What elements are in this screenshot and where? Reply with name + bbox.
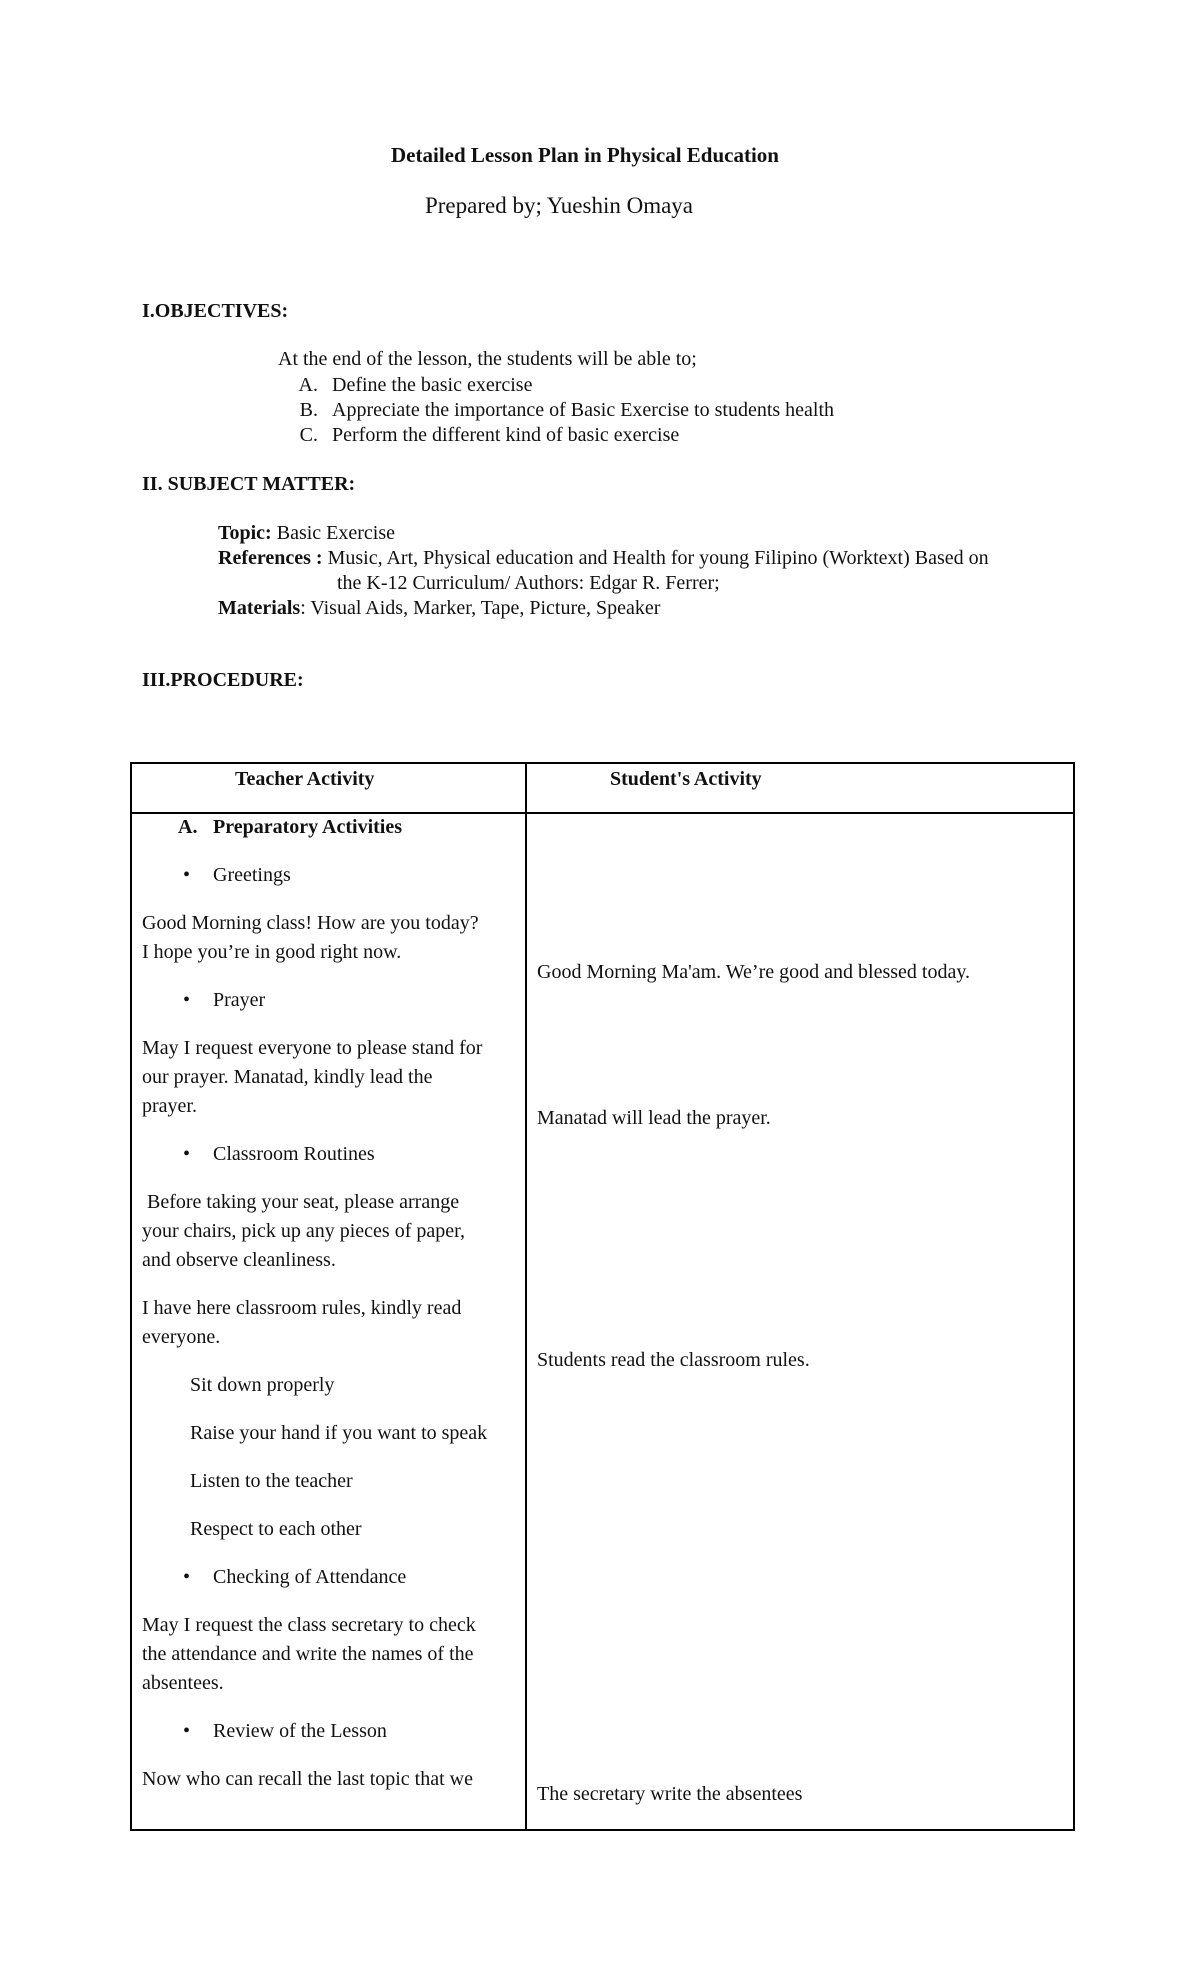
student-prayer-response: Manatad will lead the prayer. (537, 1107, 771, 1129)
classroom-routines-item: • Classroom Routines (213, 1140, 375, 1169)
subject-matter-block (218, 521, 989, 621)
section-title: Preparatory Activities (213, 816, 403, 838)
objective-item: B. Appreciate the importance of Basic Exercise to students health (299, 399, 835, 421)
objective-item: C. Perform the different kind of basic exercise (299, 424, 680, 446)
routine-text: Before taking your seat, please arrange (142, 1191, 460, 1213)
subject-matter-heading: II. SUBJECT MATTER: (142, 473, 356, 495)
prayer-text: May I request everyone to please stand for (142, 1037, 483, 1059)
objectives-intro: At the end of the lesson, the students will be able to; (278, 348, 697, 370)
prepared-by: Prepared by; Yueshin Omaya (424, 193, 694, 218)
rule-item: Sit down properly (190, 1374, 335, 1396)
prayer-text: our prayer. Manatad, kindly lead the (142, 1066, 433, 1088)
review-item: • Review of the Lesson (213, 1717, 387, 1746)
objectives-list (278, 373, 834, 448)
document-title: Detailed Lesson Plan in Physical Education (391, 143, 779, 167)
student-rules-response: Students read the classroom rules. (537, 1349, 810, 1371)
attendance-text: absentees. (142, 1672, 224, 1694)
topic-line: Topic: Basic Exercise (218, 522, 396, 544)
objectives-heading: I.OBJECTIVES: (142, 300, 289, 322)
greeting-text: I hope you’re in good right now. (142, 941, 402, 963)
procedure-heading: III.PROCEDURE: (142, 669, 304, 691)
greeting-text: Good Morning class! How are you today? (142, 912, 479, 934)
attendance-text: May I request the class secretary to check (142, 1614, 476, 1636)
attendance-text: the attendance and write the names of the (142, 1643, 474, 1665)
objective-item: A. Define the basic exercise (298, 374, 533, 396)
section-letter: A. (178, 816, 198, 838)
student-activity-header: Student's Activity (610, 768, 762, 790)
procedure-table (130, 762, 1075, 1831)
attendance-item: • Checking of Attendance (213, 1563, 406, 1592)
teacher-activity-header: Teacher Activity (235, 768, 375, 790)
rule-item: Raise your hand if you want to speak (190, 1422, 488, 1444)
rule-item: Listen to the teacher (190, 1470, 353, 1492)
routine-text: and observe cleanliness. (142, 1249, 336, 1271)
student-greeting-response: Good Morning Ma'am. We’re good and blessed today. (537, 961, 971, 983)
rules-intro: I have here classroom rules, kindly read (142, 1297, 462, 1319)
prayer-item: • Prayer (213, 986, 265, 1015)
routine-text: your chairs, pick up any pieces of paper, (142, 1220, 465, 1242)
materials-line: Materials: Visual Aids, Marker, Tape, Picture, Speaker (218, 597, 661, 619)
references-continued: the K-12 Curriculum/ Authors: Edgar R. Ferrer; (337, 572, 720, 594)
review-text: Now who can recall the last topic that we (142, 1768, 473, 1790)
references-line: References : Music, Art, Physical education and Health for young Filipino (Worktext) Based on (218, 547, 989, 569)
table-column-divider (525, 764, 527, 1829)
rule-item: Respect to each other (190, 1518, 362, 1540)
rules-intro: everyone. (142, 1326, 221, 1348)
prayer-text: prayer. (142, 1095, 197, 1117)
student-absentees-response: The secretary write the absentees (537, 1783, 803, 1805)
greetings-item: • Greetings (213, 861, 291, 890)
